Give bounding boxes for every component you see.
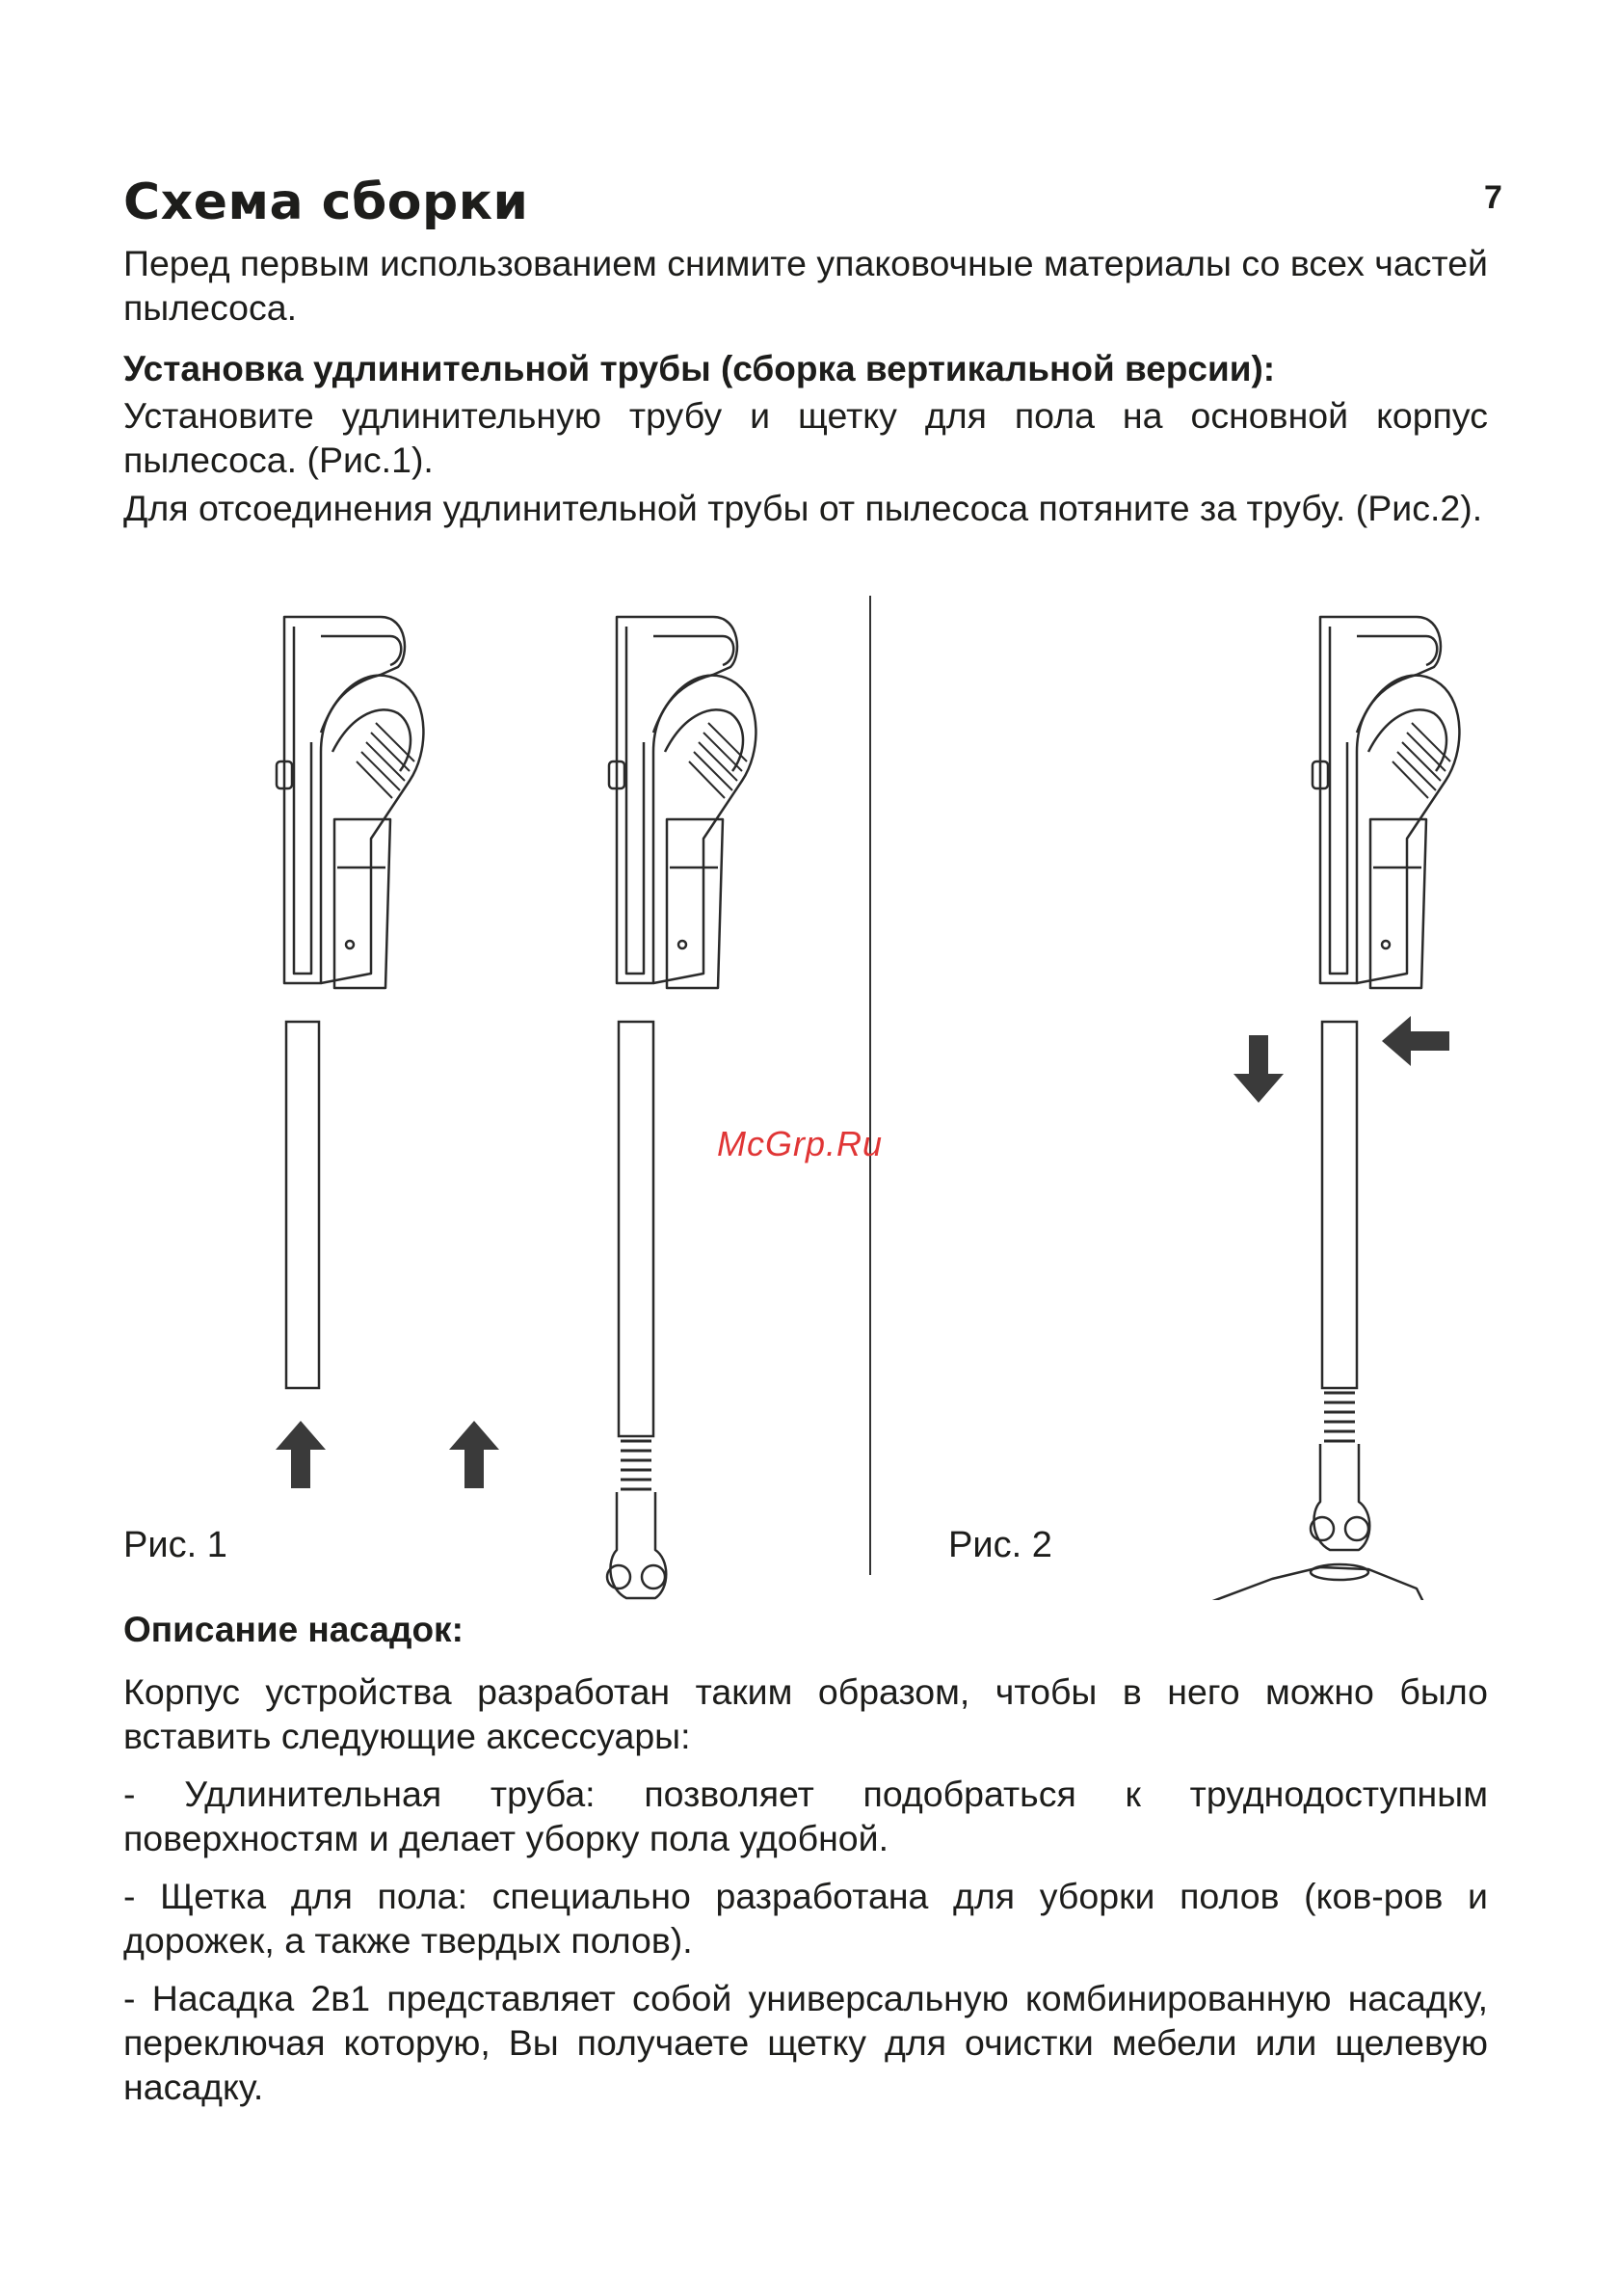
attachments-intro: Корпус устройства разработан таким образом, чтобы в него можно было вставить следующие аксессуары:	[123, 1671, 1488, 1756]
attachment-item-floor-brush: - Щетка для пола: специально разработана для уборки полов (ков-ров и дорожек, а также твердых полов).	[123, 1876, 1488, 1961]
tube-install-paragraph: Установите удлинительную трубу и щетку для пола на основной корпус пылесоса. (Рис.1).	[123, 395, 1488, 480]
fig2-arrow-down	[1233, 1035, 1284, 1103]
section-heading-attachments: Описание насадок:	[123, 1610, 464, 1649]
tube-remove-paragraph: Для отсоединения удлинительной трубы от пылесоса потяните за трубу. (Рис.2).	[123, 488, 1483, 528]
figure-divider	[869, 596, 871, 1575]
fig1-arrow-up-left	[276, 1421, 326, 1488]
page-number: 7	[1484, 179, 1502, 216]
intro-paragraph: Перед первым использованием снимите упаковочные материалы со всех частей пылесоса.	[123, 243, 1488, 328]
fig2-assembled	[1195, 617, 1459, 1600]
attachment-item-2in1: - Насадка 2в1 представляет собой универсальную комбинированную насадку, переключая которую, Вы получаете щетку для очистки мебели или щелевую насадку.	[123, 1978, 1488, 2107]
fig1-arrow-up-right	[449, 1421, 499, 1488]
fig2-caption: Рис. 2	[948, 1525, 1052, 1565]
section-heading-tube-install: Установка удлинительной трубы (сборка вертикальной версии):	[123, 349, 1276, 388]
fig2-arrow-left	[1382, 1016, 1449, 1066]
page-title: Схема сборки	[123, 174, 529, 231]
watermark: McGrp.Ru	[717, 1124, 884, 1163]
attachment-item-tube: - Удлинительная труба: позволяет подобраться к труднодоступным поверхностям и делает уборку пола удобной.	[123, 1774, 1488, 1858]
fig1-assembled	[491, 617, 756, 1600]
fig1-caption: Рис. 1	[123, 1525, 227, 1565]
fig1-body-only	[277, 617, 423, 1388]
